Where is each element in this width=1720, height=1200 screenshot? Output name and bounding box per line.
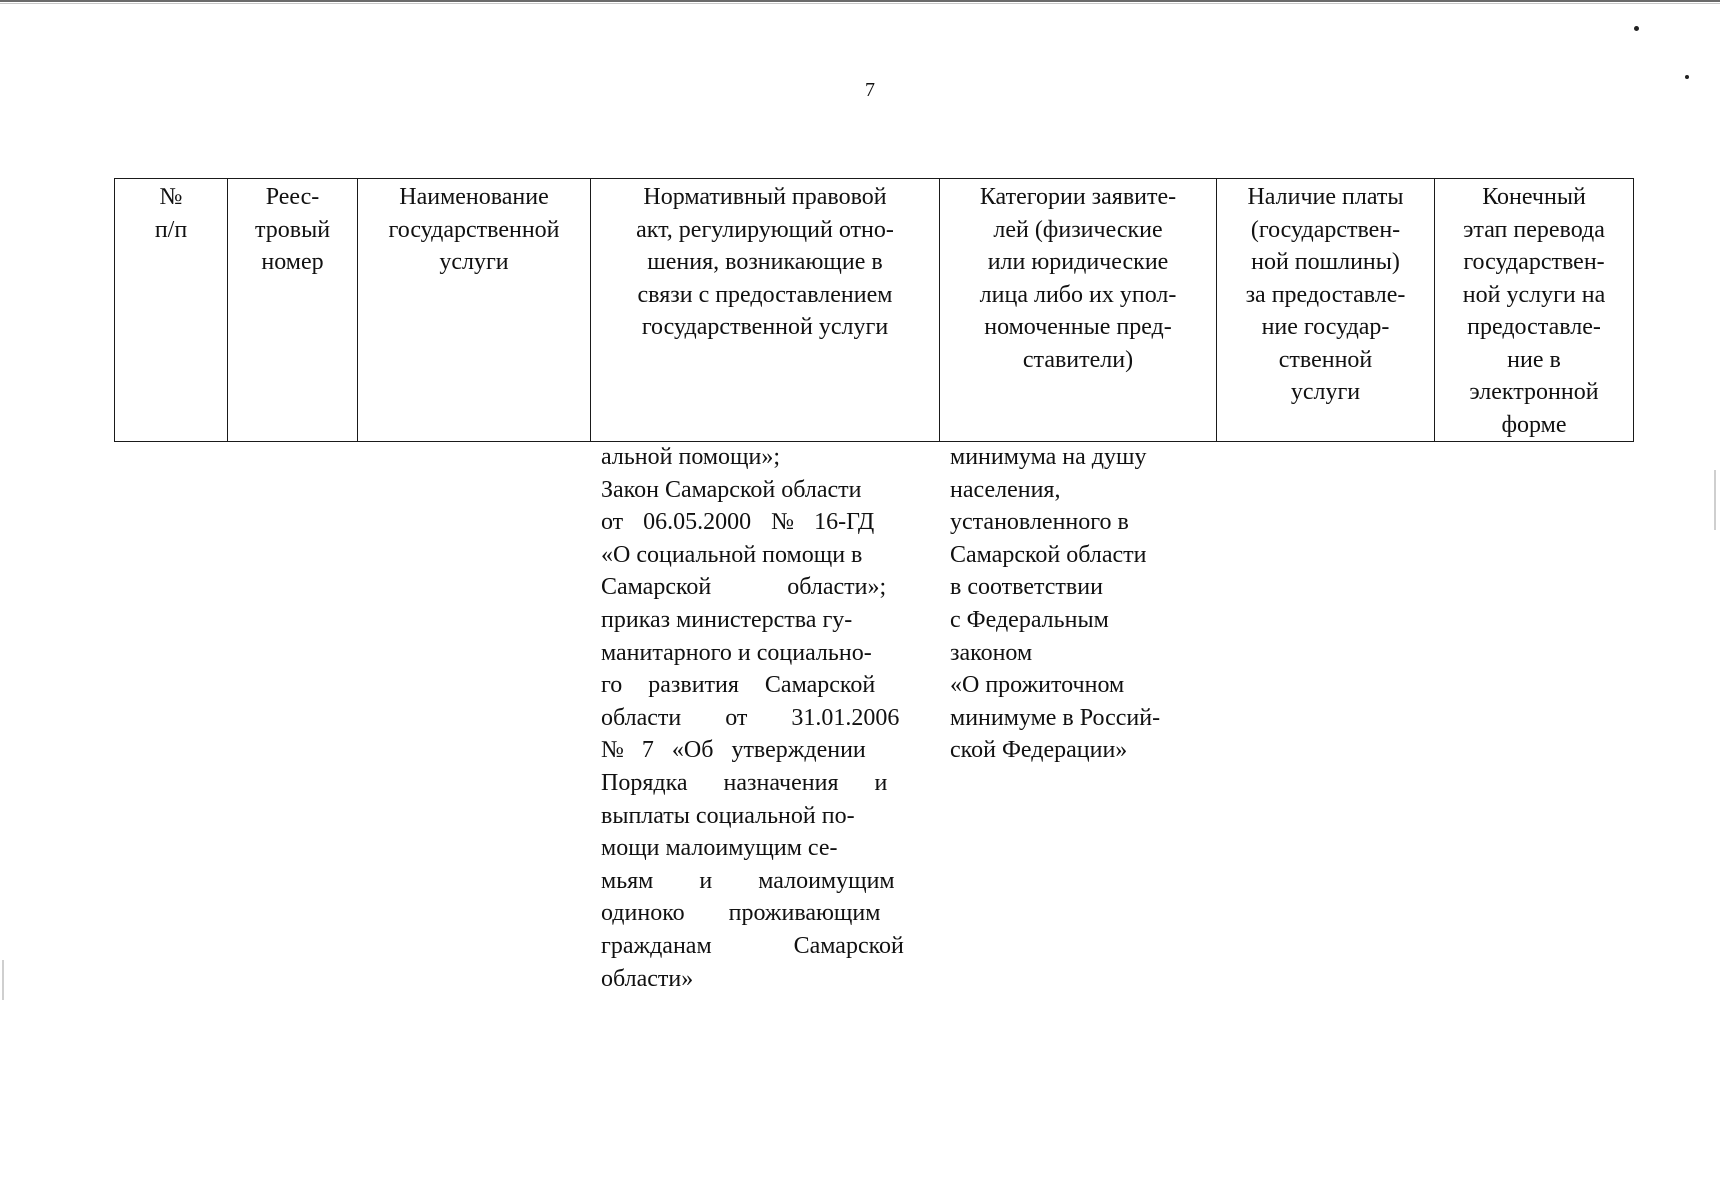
column-header-legal-act [591,179,940,442]
header-line: ние государ- [1261,314,1390,340]
text-line: минимума на душу [950,444,1147,470]
text-line: в соответствии [950,574,1103,601]
header-line: № [159,184,183,210]
text-line: го развития Самарской [601,672,876,699]
header-line: или юридические [987,249,1169,275]
text-line: альной помощи»; [601,444,781,470]
header-line: электронной [1469,379,1599,405]
text-line: «О прожиточном [950,672,1125,699]
text-line: области» [601,965,694,992]
header-line: услуги [439,249,509,275]
header-line: ставители) [1022,346,1134,373]
text-line: № 7 «Об утверждении [601,737,866,764]
column-header-service-name [358,179,591,442]
text-line: мьям и малоимущим [601,867,895,894]
scan-speck [1634,26,1639,31]
header-line: государствен- [1463,249,1605,275]
column-header-registry-number [228,179,358,442]
header-line: ной услуги на [1462,281,1606,308]
text-line: законом [950,639,1033,666]
text-line: приказ министерства гу- [601,606,853,633]
text-line: мощи малоимущим се- [601,835,838,862]
scan-top-edge-secondary [0,3,1720,4]
text-line: Порядка назначения и [601,769,888,796]
text-line: установленного в [950,509,1129,536]
text-line: области от 31.01.2006 [601,704,900,731]
scan-artifact [1714,470,1716,530]
text-line: с Федеральным [950,606,1109,633]
header-line: лица либо их упол- [979,281,1177,308]
header-line: Нормативный правовой [643,184,887,210]
header-line: тровый [254,216,331,243]
table-header-row [115,179,1634,442]
header-line: акт, регулирующий отно- [636,216,894,243]
column-header-fee [1217,179,1435,442]
applicant-categories-continuation [950,441,1210,767]
text-line: Самарской области»; [601,574,887,601]
header-line: предоставле- [1467,314,1601,340]
text-line: Самарской области [950,541,1147,568]
services-table-header [114,178,1634,442]
header-line: (государствен- [1250,216,1401,243]
text-line: населения, [950,476,1061,503]
text-line: выплаты социальной по- [601,802,855,829]
text-line: гражданам Самарской [601,932,904,959]
scan-top-edge [0,0,1720,2]
text-line: минимуме в Россий- [950,704,1161,731]
header-line: п/п [154,216,188,243]
text-line: манитарного и социально- [601,639,872,666]
header-line: услуги [1290,379,1361,405]
legal-act-continuation [601,441,928,995]
scan-artifact [2,960,4,1000]
text-line: одиноко проживающим [601,900,881,927]
scan-speck [1685,75,1689,79]
header-line: Конечный [1482,184,1586,210]
text-line: «О социальной помощи в [601,541,863,568]
header-line: связи с предоставлением [637,281,893,308]
header-line: Реес- [265,184,320,210]
column-header-number [115,179,228,442]
header-line: Категории заявите- [979,184,1177,210]
header-line: ние в [1507,346,1561,373]
text-line: от 06.05.2000 № 16-ГД [601,509,875,536]
header-line: этап перевода [1463,216,1605,243]
header-line: номоченные пред- [984,314,1172,340]
header-line: шения, возникающие в [647,249,883,275]
header-line: государственной услуги [641,314,889,340]
column-header-final-stage [1435,179,1634,442]
column-header-applicant-categories [940,179,1217,442]
header-line: форме [1501,411,1567,438]
header-line: государственной [388,216,560,243]
text-line: ской Федерации» [950,737,1128,764]
header-line: ственной [1278,346,1373,373]
header-line: Наличие платы [1247,184,1404,210]
header-line: за предоставле- [1245,281,1406,308]
header-line: ной пошлины) [1251,249,1400,275]
header-line: лей (физические [993,216,1163,243]
header-line: Наименование [399,184,549,210]
header-line: номер [261,249,324,275]
page-number: 7 [865,79,875,101]
text-line: Закон Самарской области [601,476,862,503]
